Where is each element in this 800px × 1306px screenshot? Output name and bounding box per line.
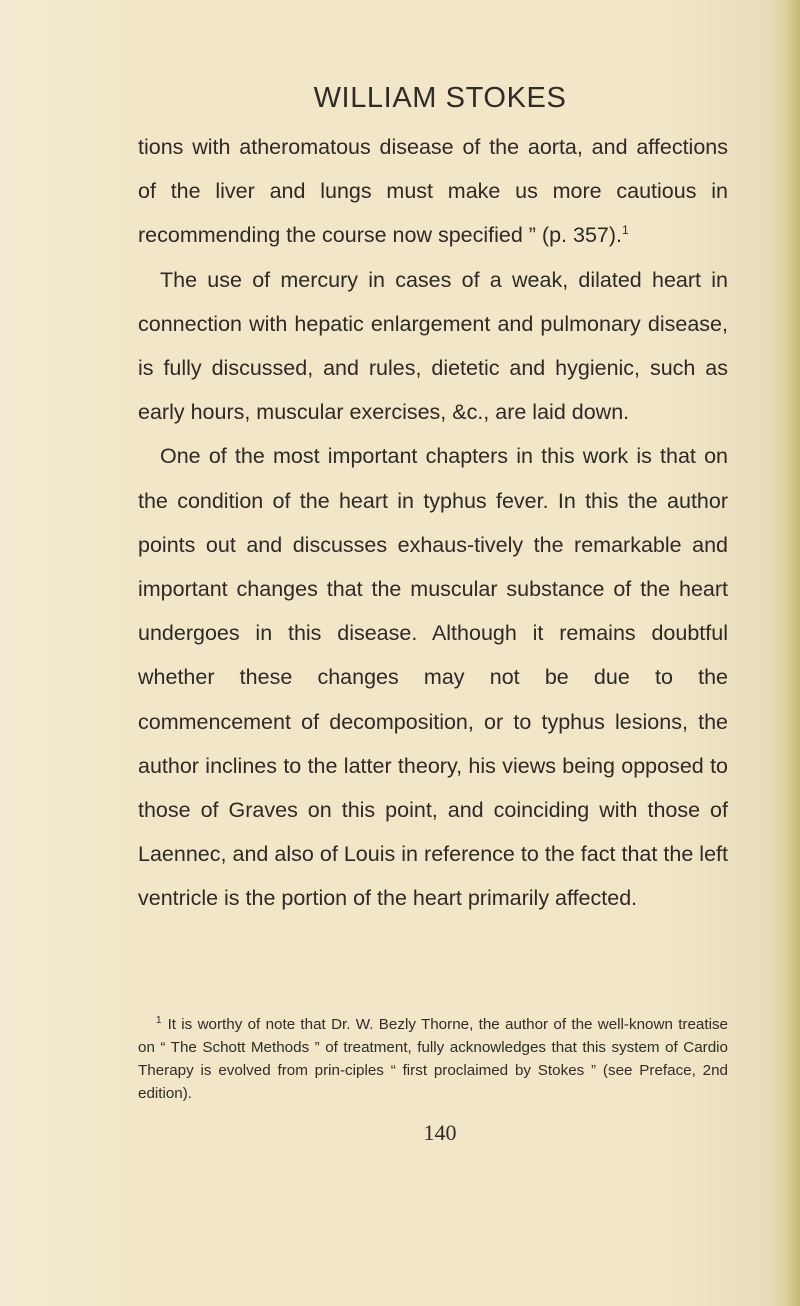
paragraph-typhus: One of the most important chapters in this work is that on the condition of the heart in typhus fever. In this the author points out and discusses exhaus-tively the remarkable and important changes that the muscular substance of the heart undergoes in this disease. Although it remains doubtful whether these changes may not be due to the commencement of decomposition, or to typhus lesions, the author inclines to the latter theory, his views being opposed to those of Graves on this point, and coinciding with those of Laennec, and also of Louis in reference to the fact that the left ventricle is the portion of the heart primarily affected. — [138, 444, 728, 911]
footnote-mark: 1 — [156, 1014, 162, 1026]
paragraph-continuation — [138, 125, 728, 258]
paragraph-mercury: The use of mercury in cases of a weak, dilated heart in connection with hepatic enlargement and pulmonary disease, is fully discussed, and rules, dietetic and hygienic, such as early hours, muscular exercises, &c., are laid down. — [138, 267, 728, 425]
paragraph-text: tions with atheromatous disease of the aorta, and affections of the liver and lungs must make us more cautious in recommending the course now specified ” (p. 357). — [138, 135, 728, 248]
running-head: WILLIAM STOKES — [313, 82, 567, 114]
footnote-reference: 1 — [622, 223, 629, 238]
page-number: 140 — [423, 1120, 457, 1145]
main-text — [138, 125, 728, 921]
footnote-text: It is worthy of note that Dr. W. Bezly Thorne, the author of the well-known treatise on “ The Schott Methods ” of treatment, fully acknowledges that this system of Cardio Therapy is evolved from prin-ciples “ first proclaimed by Stokes ” (see Preface, 2nd edition). — [138, 1016, 728, 1102]
footnote — [138, 1013, 728, 1105]
page-edge-shadow — [768, 0, 800, 1306]
